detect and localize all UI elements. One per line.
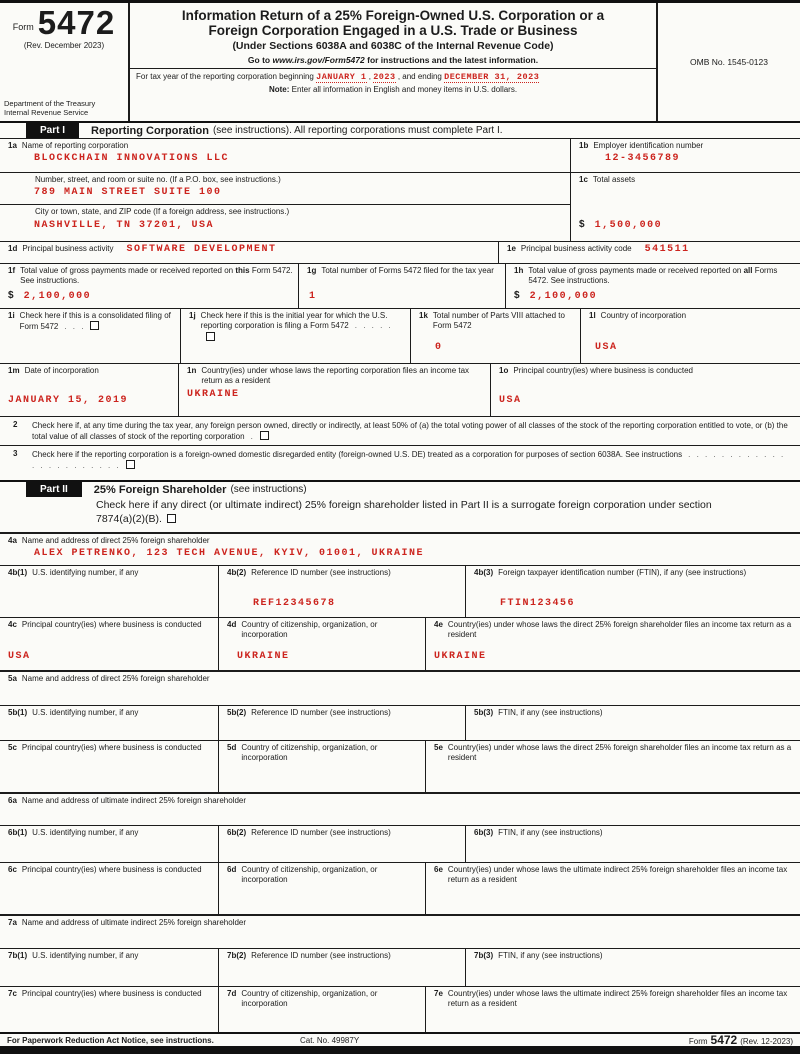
field-5b3-label: FTIN, if any (see instructions) [498,708,603,717]
field-1i-num: 1i [8,311,15,320]
field-6e-num: 6e [434,865,443,874]
field-7b3-num: 7b(3) [474,951,494,960]
field-6d[interactable] [218,863,425,914]
field-4d-num: 4d [227,620,237,629]
field-1i-dots: . . . [64,322,86,332]
field-7b1-label: U.S. identifying number, if any [32,951,139,960]
line-3[interactable] [0,445,800,480]
field-6a[interactable] [0,792,800,825]
field-city-label: City or town, state, and ZIP code (If a foreign address, see instructions.) [35,207,290,217]
field-1d-label: Principal business activity [22,244,114,253]
field-5d[interactable] [218,741,425,792]
field-6b1[interactable] [0,826,218,862]
footer-revision: (Rev. 12-2023) [740,1037,793,1046]
field-1f-value[interactable]: 2,100,000 [23,291,92,302]
field-5e-num: 5e [434,743,443,752]
field-1k-label: Total number of Parts VIII attached to Form 5472 [432,311,565,331]
field-5a[interactable] [0,670,800,705]
tax-year-begin-month-field[interactable]: JANUARY 1 [316,72,367,83]
form-title-line1: Information Return of a 25% Foreign-Owned U.S. Corporation or a [181,8,605,23]
field-7b2[interactable] [218,949,465,986]
field-1l-label: Country of incorporation [600,311,687,320]
catalog-number: Cat. No. 49987Y [300,1035,360,1045]
agency-line-1: Department of the Treasury [4,98,96,108]
goto-pre: Go to [247,55,273,66]
omb-block [658,3,800,121]
row-1a-1c [0,138,800,241]
field-1g[interactable] [298,264,505,308]
omb-number: OMB No. 1545-0123 [690,57,768,67]
field-7a-label: Name and address of ultimate indirect 25% foreign shareholder [21,918,247,927]
form-revision: (Rev. December 2023) [23,40,105,50]
row-1f-1h [0,263,800,308]
row-4b [0,565,800,617]
field-7c-num: 7c [8,989,17,998]
field-7c-label: Principal country(ies) where business is conducted [21,989,202,998]
tax-year-line [136,72,650,82]
checkbox-1i[interactable] [90,321,99,330]
row-5b [0,705,800,740]
field-city[interactable] [0,204,570,241]
field-1e-value[interactable]: 541511 [644,244,690,255]
field-1f[interactable] [0,264,298,308]
field-7d-num: 7d [227,989,237,998]
agency-line-2: Internal Revenue Service [4,108,89,118]
field-1n-value[interactable]: UKRAINE [187,388,240,400]
field-6b1-label: U.S. identifying number, if any [32,828,139,837]
form-footer [0,1032,800,1046]
field-1b-num: 1b [579,141,589,150]
field-1m-value[interactable]: JANUARY 15, 2019 [8,395,129,406]
field-4c-label: Principal country(ies) where business is conducted [21,620,202,629]
field-7b2-label: Reference ID number (see instructions) [251,951,391,960]
field-6c-label: Principal country(ies) where business is conducted [21,865,202,874]
paperwork-notice: For Paperwork Reduction Act Notice, see instructions. [7,1035,214,1045]
footer-form-id [500,1033,793,1047]
field-1c-value[interactable]: 1,500,000 [594,220,663,231]
field-5b2[interactable] [218,706,465,740]
line-2-num: 2 [13,420,18,429]
field-1h-value[interactable]: 2,100,000 [529,291,598,302]
field-4b2-value[interactable]: REF12345678 [253,598,336,609]
field-7e-num: 7e [434,989,443,998]
field-5a-label: Name and address of direct 25% foreign shareholder [21,674,210,683]
field-6d-num: 6d [227,865,237,874]
checkbox-line-3[interactable] [126,460,135,469]
field-1n[interactable] [178,364,490,416]
part1-heading [91,123,503,138]
field-4d[interactable] [218,618,425,670]
line-2-dots: . [250,432,255,442]
part1-title: Reporting Corporation [91,124,209,137]
field-1j-label: Check here if this is the initial year for which the U.S. reporting corporation is filing a Form 5472 . . . . . [201,311,405,343]
part2-bar [0,480,800,497]
checkbox-line-2[interactable] [260,431,269,440]
part2-heading [94,482,307,497]
field-4a[interactable] [0,532,800,565]
field-7b1-num: 7b(1) [8,951,28,960]
field-1e-num: 1e [507,244,516,253]
field-4d-label: Country of citizenship, organization, or incorporation [241,620,378,640]
form-title-block [130,3,658,121]
row-7b [0,948,800,986]
row-1d-1e [0,241,800,263]
tax-year-box [130,68,656,121]
field-4e[interactable] [425,618,800,670]
field-5e-label: Country(ies) under whose laws the direct 25% foreign shareholder files an income tax return as a resident [447,743,792,763]
field-1a-value[interactable]: BLOCKCHAIN INNOVATIONS LLC [34,153,230,165]
field-7a-num: 7a [8,918,17,927]
row-5c [0,740,800,792]
field-5b1-label: U.S. identifying number, if any [32,708,139,717]
line-3-text: Check here if the reporting corporation is a foreign-owned domestic disregarded entity (foreign-owned U.S. DE) treated as a corporation for purposes of section 6038A. See instructions . . . . . . . . . . . . . . . . . . . . . . . [32,450,786,471]
field-7b3-label: FTIN, if any (see instructions) [498,951,603,960]
field-6b2-num: 6b(2) [227,828,247,837]
field-5c-num: 5c [8,743,17,752]
field-1l-value[interactable]: USA [595,342,618,353]
field-6a-num: 6a [8,796,17,805]
field-1h-num: 1h [514,266,524,275]
field-1b[interactable] [571,139,800,172]
field-4c-value[interactable]: USA [8,651,31,662]
tax-year-begin-year-field[interactable]: 2023 [373,72,396,83]
field-1k[interactable] [410,309,580,363]
field-4b2-label: Reference ID number (see instructions) [251,568,391,577]
form-title-line2: Foreign Corporation Engaged in a U.S. Trade or Business [208,23,578,39]
checkbox-1j[interactable] [206,332,215,341]
goto-url: www.irs.gov/Form5472 [272,55,365,66]
part1-tag: Part I [26,123,79,138]
field-1o-num: 1o [499,366,509,375]
field-1b-label: Employer identification number [593,141,704,150]
form-header [0,3,800,121]
field-7d[interactable] [218,987,425,1032]
field-5a-num: 5a [8,674,17,683]
field-4e-label: Country(ies) under whose laws the direct 25% foreign shareholder files an income tax return as a resident [447,620,792,640]
field-4b2-num: 4b(2) [227,568,247,577]
field-5e[interactable] [425,741,800,792]
field-1m-num: 1m [8,366,20,375]
agency-block [4,99,124,119]
field-4b2[interactable] [218,566,465,617]
field-4e-num: 4e [434,620,443,629]
field-street-label: Number, street, and room or suite no. (If a P.O. box, see instructions.) [35,174,281,184]
field-1c[interactable] [571,172,800,241]
field-street[interactable] [0,172,570,205]
field-6d-label: Country of citizenship, organization, or incorporation [241,865,378,885]
field-5d-num: 5d [227,743,237,752]
part2-tag: Part II [26,482,82,497]
field-1j-num: 1j [189,311,196,320]
field-1e[interactable] [498,242,800,263]
field-7e[interactable] [425,987,800,1032]
field-7b3[interactable] [465,949,800,986]
field-6e-label: Country(ies) under whose laws the ultimate indirect 25% foreign shareholder files an income tax return as a resident [447,865,788,885]
field-7a[interactable] [0,914,800,948]
goto-line [130,55,656,65]
field-6e[interactable] [425,863,800,914]
field-1e-label: Principal business activity code [520,244,632,253]
surrogate-line [0,497,800,532]
field-1a-label: Name of reporting corporation [21,141,129,150]
field-1k-num: 1k [419,311,428,320]
field-1k-value[interactable]: 0 [435,342,443,353]
form-word: Form [12,21,34,32]
form-number-block [0,3,130,121]
note-label: Note: [268,85,290,95]
field-1i-label: Check here if this is a consolidated filing of Form 5472 . . . [19,311,171,332]
row-6c [0,862,800,914]
goto-post: for instructions and the latest information. [364,55,539,66]
field-5b2-num: 5b(2) [227,708,247,717]
footer-form-number: 5472 [710,1033,738,1047]
field-1a-num: 1a [8,141,17,150]
note-line [136,85,650,94]
field-5b1[interactable] [0,706,218,740]
field-5d-label: Country of citizenship, organization, or incorporation [241,743,378,763]
field-1m-label: Date of incorporation [24,366,99,375]
page-bottom-rule [0,1046,800,1054]
field-5c-label: Principal country(ies) where business is conducted [21,743,202,752]
form-subtitle: (Under Sections 6038A and 6038C of the Internal Revenue Code) [232,40,554,53]
field-7e-label: Country(ies) under whose laws the ultimate indirect 25% foreign shareholder files an income tax return as a resident [447,989,788,1009]
field-1a[interactable] [0,139,570,172]
field-4c-num: 4c [8,620,17,629]
field-4c[interactable] [0,618,218,670]
field-1d-num: 1d [8,244,18,253]
line-2-text: Check here if, at any time during the tax year, any foreign person owned, directly or indirectly, at least 50% of (a) the total voting power of all classes of the stock of the reporting corporation entitled to vote, or (b) the total value of all classes of stock of the reporting corporation . [32,421,788,442]
field-1d-value[interactable]: SOFTWARE DEVELOPMENT [126,244,277,255]
field-1o-value[interactable]: USA [499,395,522,406]
field-1g-value[interactable]: 1 [309,291,317,302]
row-1i-1l [0,308,800,363]
row-4c [0,617,800,670]
field-1c-label: Total assets [592,174,636,184]
field-4b1-num: 4b(1) [8,568,28,577]
row-7c [0,986,800,1032]
field-1i[interactable] [0,309,180,363]
line-2[interactable] [0,416,800,445]
row-6b [0,825,800,862]
note-text: Enter all information in English and money items in U.S. dollars. [289,85,518,95]
field-6b2-label: Reference ID number (see instructions) [251,828,391,837]
field-6b3-label: FTIN, if any (see instructions) [498,828,603,837]
field-5b3[interactable] [465,706,800,740]
tax-year-comma: , [366,72,374,82]
field-4a-label: Name and address of direct 25% foreign shareholder [21,536,210,545]
field-1h[interactable] [505,264,800,308]
field-5b3-num: 5b(3) [474,708,494,717]
part1-title-note: (see instructions). All reporting corporations must complete Part I. [212,125,503,136]
field-1j-dots: . . . . . [354,321,393,331]
field-5b2-label: Reference ID number (see instructions) [251,708,391,717]
field-1g-num: 1g [307,266,317,275]
field-5b1-num: 5b(1) [8,708,28,717]
field-1h-dollar: $ [514,290,520,301]
field-city-value[interactable]: NASHVILLE, TN 37201, USA [34,219,215,231]
field-5c[interactable] [0,741,218,792]
field-7c[interactable] [0,987,218,1032]
tax-year-mid: , and ending [395,72,445,82]
field-4b3[interactable] [465,566,800,617]
part1-bar [0,121,800,138]
field-7b2-num: 7b(2) [227,951,247,960]
field-1f-num: 1f [8,266,16,275]
line-3-num: 3 [13,449,18,458]
field-6b1-num: 6b(1) [8,828,28,837]
field-1l[interactable] [580,309,800,363]
field-4b3-value[interactable]: FTIN123456 [500,598,576,609]
checkbox-surrogate[interactable] [167,514,176,523]
part2-title: 25% Foreign Shareholder [93,483,227,496]
field-1f-label: Total value of gross payments made or received reported on this Form 5472. See instructions. [20,266,293,286]
field-1n-num: 1n [187,366,197,375]
field-4e-value[interactable]: UKRAINE [434,651,487,662]
field-4a-value[interactable]: ALEX PETRENKO, 123 TECH AVENUE, KYIV, 01001, UKRAINE [34,548,425,560]
field-6b3[interactable] [465,826,800,862]
field-1c-num: 1c [579,174,588,184]
field-1o-label: Principal country(ies) where business is conducted [513,366,693,375]
tax-year-end-field[interactable]: DECEMBER 31, 2023 [444,72,540,83]
field-1l-num: 1l [589,311,596,320]
field-6b2[interactable] [218,826,465,862]
field-6a-label: Name and address of ultimate indirect 25% foreign shareholder [21,796,247,805]
footer-form-word: Form [688,1037,708,1046]
field-4d-value[interactable]: UKRAINE [237,651,290,662]
field-1b-value[interactable]: 12-3456789 [605,153,681,165]
field-4a-num: 4a [8,536,17,545]
field-1n-label: Country(ies) under whose laws the reporting corporation files an income tax return as a resident [201,366,470,386]
field-7b1[interactable] [0,949,218,986]
field-4b3-num: 4b(3) [474,568,494,577]
field-4b3-label: Foreign taxpayer identification number (FTIN), if any (see instructions) [498,568,747,577]
field-4b1[interactable] [0,566,218,617]
field-1c-dollar: $ [579,219,585,230]
row-1m-1o [0,363,800,416]
form-number: 5472 [37,4,116,41]
field-6b3-num: 6b(3) [474,828,494,837]
field-6c[interactable] [0,863,218,914]
tax-year-prefix: For tax year of the reporting corporation beginning [136,72,317,82]
field-1o[interactable] [490,364,800,416]
line-3-dots: . . . . . . . . . . . . . . . . . . . . . . . [32,450,786,471]
field-6c-num: 6c [8,865,17,874]
field-1f-dollar: $ [8,290,14,301]
field-street-value[interactable]: 789 MAIN STREET SUITE 100 [34,187,222,199]
field-7d-label: Country of citizenship, organization, or incorporation [241,989,378,1009]
part2-title-note: (see instructions) [230,484,307,495]
field-1m[interactable] [0,364,178,416]
field-1d[interactable] [0,242,498,263]
field-1j[interactable] [180,309,410,363]
field-4b1-label: U.S. identifying number, if any [32,568,139,577]
surrogate-text: Check here if any direct (or ultimate indirect) 25% foreign shareholder listed in Part II is a surrogate foreign corporation under section 7874(a)(2)(B). [96,499,712,525]
field-1g-label: Total number of Forms 5472 filed for the tax year [321,266,494,275]
field-1h-label: Total value of gross payments made or received reported on all Forms 5472. See instructions. [528,266,778,286]
